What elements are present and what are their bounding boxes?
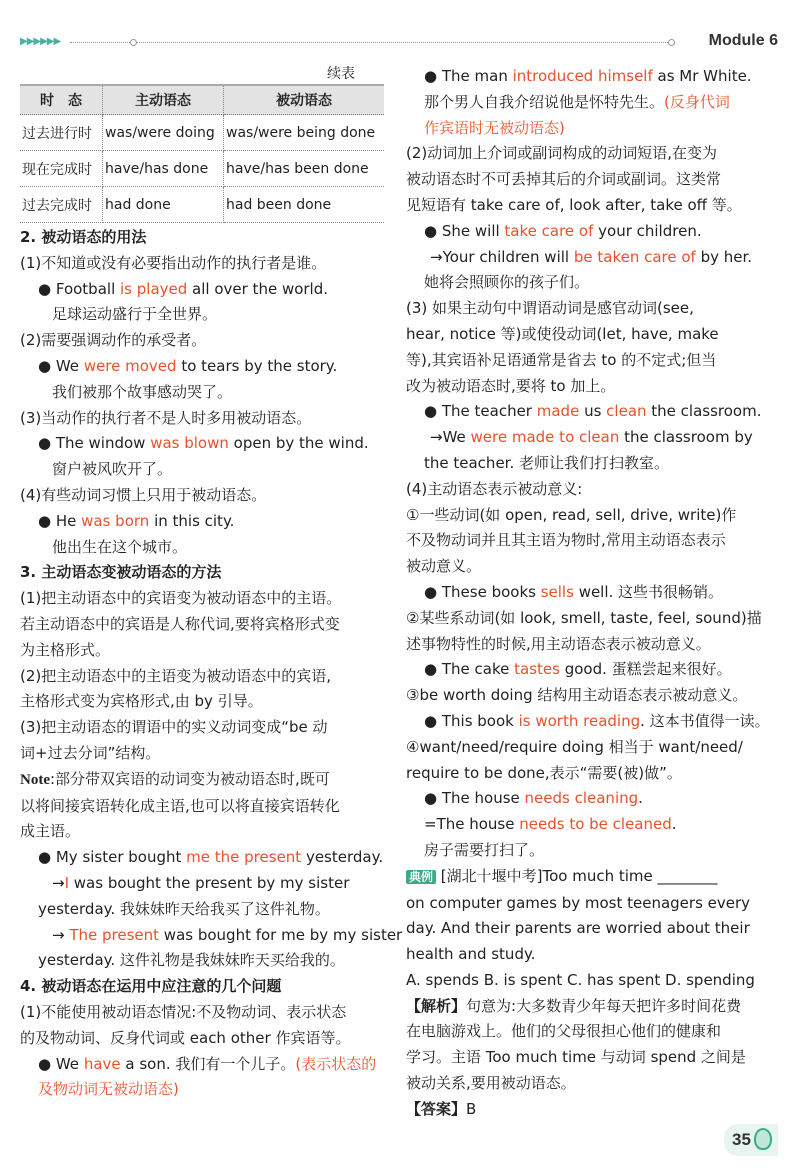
highlight-line: 及物动词无被动语态) [38,1080,179,1099]
paragraph-line: (3)把主动语态的谓语中的实义动词变成“be 动 [20,718,328,737]
answer-label: 【答案】 [406,1099,467,1118]
paragraph-line: (4)有些动词习惯上只用于被动语态。 [20,485,267,504]
table-cell: had been done [224,187,385,223]
table-header-cell: 被动语态 [224,85,385,115]
example-text: was bought for me by my sister [159,925,403,944]
balloon-icon [754,1128,772,1150]
example-line [406,812,770,838]
highlight-text: were made to clean [470,428,620,447]
table-cell: 过去完成时 [20,187,103,223]
table-caption: 续表 [327,66,355,82]
translation-line: 窗户被风吹开了。 [52,460,173,479]
example-text: . 这本书值得一读。 [640,711,770,730]
highlight-text: is played [120,279,188,298]
paragraph-line: (2)需要强调动作的承受者。 [20,331,207,350]
analysis-line: 学习。主语 Too much time 与动词 spend 之间是 [406,1048,746,1067]
example-line [20,845,385,871]
example-line [406,786,770,812]
table-cell: was/were being done [224,115,385,151]
highlight-text: have [83,1054,121,1073]
section-heading: 2. 被动语态的用法 [20,228,147,246]
example-text: ● Football [38,279,121,298]
exercise-line: on computer games by most teenagers every [406,893,751,912]
paragraph-line: 主格形式变为宾格形式,由 by 引导。 [20,692,263,711]
exercise-line [406,864,770,891]
paragraph-line: 词+过去分词”结构。 [20,743,161,762]
example-text: ● The window [38,434,151,453]
highlight-text: (表示状态的 [295,1054,377,1073]
table-cell: 现在完成时 [20,151,103,187]
page-header [0,30,800,60]
example-line: the teacher. 老师让我们打扫教室。 [424,453,669,472]
highlight-text: was blown [150,434,229,453]
example-text: ● These books [424,582,541,601]
example-text: to tears by the story. [176,356,338,375]
example-line [406,425,770,451]
header-dot-icon [130,39,137,46]
example-line [406,580,770,606]
note-line [20,767,385,794]
example-text: by her. [695,247,753,266]
paragraph-line: ④want/need/require doing 相当于 want/need/ [406,737,743,756]
translation-line: 足球运动盛行于全世界。 [52,305,218,324]
paragraph-line: (4)主动语态表示被动意义: [406,479,583,498]
highlight-text: (反身代词 [664,92,730,111]
highlight-text: is worth reading [518,711,641,730]
exercise-line: health and study. [406,945,536,964]
translation-line: 房子需要打扫了。 [424,840,545,859]
highlight-text: I [64,873,70,892]
example-text: ● She will [424,221,505,240]
analysis-label: 【解析】 [406,996,467,1015]
paragraph-line: ②某些系动词(如 look, smell, taste, feel, sound)描 [406,608,762,627]
example-text: in this city. [149,511,235,530]
highlight-text: needs to be cleaned [519,815,672,834]
example-text: →Your children will [430,247,574,266]
table-cell: had done [103,187,224,223]
table-cell: 过去进行时 [20,115,103,151]
analysis-line [406,994,770,1020]
translation-line: 我们被那个故事感动哭了。 [52,382,233,401]
translation-text: 那个男人自我介绍说他是怀特先生。 [424,92,665,111]
example-text: the classroom by [619,428,753,447]
paragraph-line: 改为被动语态时,要将 to 加上。 [406,376,616,395]
example-tag-badge: 典例 [406,870,436,884]
example-text: ● The teacher [424,402,537,421]
highlight-text: were moved [83,356,177,375]
exercise-line: day. And their parents are worried about their [406,919,750,938]
example-line [20,1052,385,1078]
page-number-badge [724,1124,778,1156]
example-text: =The house [424,815,520,834]
paragraph-line: 若主动语态中的宾语是人称代词,要将宾格形式变 [20,614,340,633]
example-text: ● The man [424,67,513,85]
paragraph-line: 不及物动词并且其主语为物时,常用主动语态表示 [406,531,726,550]
paragraph-line: hear, notice 等)或使役动词(let, have, make [406,324,719,343]
table-cell: have/has been done [224,151,385,187]
example-text: all over the world. [187,279,329,298]
highlight-text: introduced himself [512,67,653,85]
example-line: yesterday. 我妹妹昨天给我买了这件礼物。 [38,899,330,918]
example-text: ● The cake [424,660,515,679]
arrow-text: → [52,925,70,944]
paragraph-line: (1)不能使用被动语态情况:不及物动词、表示状态 [20,1002,347,1021]
example-text: ● My sister bought [38,848,187,867]
example-text: ● We [38,1054,84,1073]
example-line [406,399,770,425]
example-line [406,709,770,735]
table-cell: was/were doing [103,115,224,151]
example-text: ● He [38,511,82,530]
example-text: your children. [593,221,702,240]
highlight-text: sells [540,582,574,601]
example-text: ● We [38,356,84,375]
example-line [20,509,385,535]
note-line: 以将间接宾语转化成主语,也可以将直接宾语转化 [20,796,340,815]
arrow-text: → [52,873,65,892]
exercise-options: A. spends B. is spent C. has spent D. spending [406,970,755,989]
example-text: us [579,402,607,421]
example-text: a son. 我们有一个儿子。 [120,1054,296,1073]
paragraph-line: 被动语态时不可丢掉其后的介词或副词。这类常 [406,170,722,189]
table-header-cell: 时 态 [20,85,103,115]
analysis-text: 句意为:大多数青少年每天把许多时间花费 [466,996,742,1015]
arrows-decoration-icon: ▶▶▶▶▶▶ [20,36,61,47]
note-label: Note [20,771,50,788]
example-line [20,431,385,457]
example-line [20,871,385,897]
highlight-text: take care of [504,221,594,240]
example-line [20,923,403,949]
highlight-text: be taken care of [573,247,696,266]
highlight-text: The present [69,925,160,944]
highlight-line: 作宾语时无被动语态) [424,118,565,137]
table-row [20,187,384,223]
translation-line: 她将会照顾你的孩子们。 [424,273,590,292]
section-heading: 3. 主动语态变被动语态的方法 [20,563,222,582]
analysis-line: 被动关系,要用被动语态。 [406,1074,576,1093]
answer-value: B [466,1099,477,1118]
paragraph-line: (1)不知道或没有必要指出动作的执行者是谁。 [20,253,327,272]
paragraph-line: (2)把主动语态中的主语变为被动语态中的宾语, [20,666,332,685]
paragraph-line: ①一些动词(如 open, read, sell, drive, write)作 [406,505,737,524]
paragraph-line: (3)当动作的执行者不是人时多用被动语态。 [20,408,312,427]
header-dot-icon [668,39,675,46]
table-row [20,151,384,187]
example-text: the classroom. [646,402,762,421]
example-text: as Mr White. [652,67,752,85]
example-text: . [638,789,643,808]
paragraph-line: require to be done,表示“需要(被)做”。 [406,763,682,782]
module-title: Module 6 [708,32,778,49]
right-column [406,64,770,1123]
analysis-line: 在电脑游戏上。他们的父母很担心他们的健康和 [406,1022,722,1041]
highlight-text: tastes [514,660,560,679]
highlight-text: made [536,402,580,421]
example-line [406,657,770,683]
example-text: . [671,815,677,834]
paragraph-line: 为主格形式。 [20,640,111,659]
paragraph-line: 的及物动词、反身代词或 each other 作宾语等。 [20,1028,351,1047]
translation-line [406,90,770,116]
answer-line [406,1097,770,1123]
paragraph-line: 见短语有 take care of, look after, take off 等。 [406,195,742,214]
highlight-text: me the present [186,848,302,867]
example-line [406,64,770,90]
example-text: open by the wind. [228,434,369,453]
translation-line: 他出生在这个城市。 [52,537,188,556]
highlight-text: needs cleaning [524,789,639,808]
example-line [406,219,770,245]
example-text: was bought the present by my sister [69,873,350,892]
tense-table [20,84,384,223]
note-text: :部分带双宾语的动词变为被动语态时,既可 [50,769,330,788]
table-cell: have/has done [103,151,224,187]
paragraph-line: ③be worth doing 结构用主动语态表示被动意义。 [406,686,748,705]
table-row [20,115,384,151]
exercise-text: [湖北十堰中考]Too much time ________ [440,866,718,885]
paragraph-line: 等),其宾语补足语通常是省去 to 的不定式;但当 [406,350,717,369]
left-column [20,64,403,1103]
paragraph-line: 被动意义。 [406,557,482,576]
example-text: well. 这些书很畅销。 [573,582,724,601]
paragraph-line: 述事物特性的时候,用主动语态表示被动意义。 [406,634,711,653]
example-line: yesterday. 这件礼物是我妹妹昨天买给我的。 [38,951,345,970]
table-header-row [20,85,384,115]
example-text: good. 蛋糕尝起来很好。 [559,660,732,679]
table-header-cell: 主动语态 [103,85,224,115]
example-text: →We [430,428,471,447]
example-line [406,245,770,271]
page-number: 35 [732,1130,751,1149]
highlight-text: clean [606,402,647,421]
highlight-text: was born [81,511,150,530]
example-line [20,354,385,380]
example-line [20,277,385,303]
note-line: 成主语。 [20,822,81,841]
example-text: ● The house [424,789,525,808]
section-heading: 4. 被动语态在运用中应注意的几个问题 [20,977,282,996]
example-text: ● This book [424,711,519,730]
header-dotted-line [70,42,670,43]
paragraph-line: (1)把主动语态中的宾语变为被动语态中的主语。 [20,589,342,608]
paragraph-line: (3) 如果主动句中谓语动词是感官动词(see, [406,299,694,318]
paragraph-line: (2)动词加上介词或副词构成的动词短语,在变为 [406,144,718,163]
example-text: yesterday. [301,848,384,867]
